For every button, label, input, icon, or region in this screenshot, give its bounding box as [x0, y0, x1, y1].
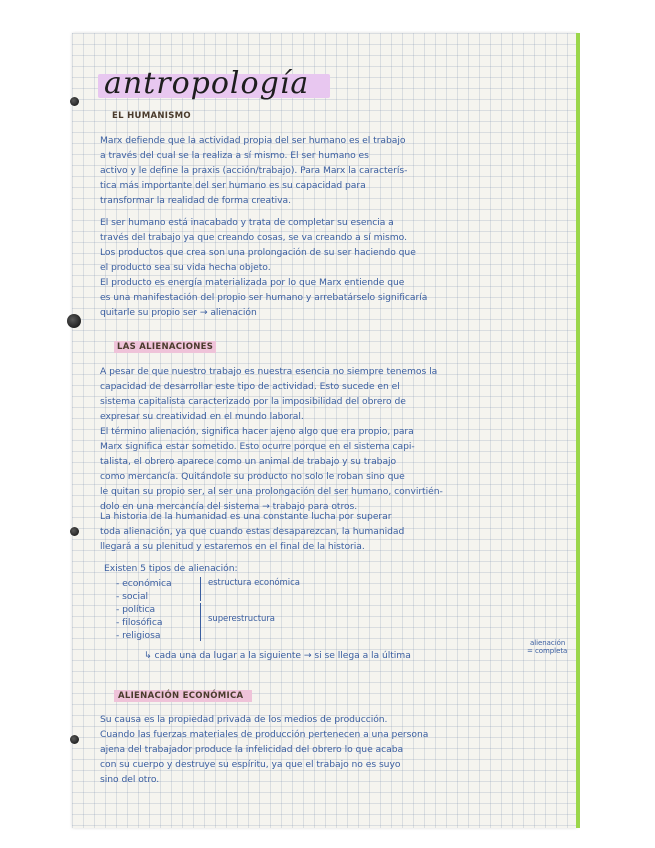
binder-hole [70, 735, 79, 744]
type-item: - política [116, 604, 156, 615]
text-line: transformar la realidad de forma creativa. [100, 195, 291, 206]
text-line: el producto sea su vida hecha objeto. [100, 262, 271, 273]
types-intro: Existen 5 tipos de alienación: [104, 563, 238, 574]
text-line: dolo en una mercancía del sistema → trabajo para otros. [100, 501, 358, 512]
binder-hole [70, 527, 79, 536]
text-line: sino del otro. [100, 774, 160, 785]
type-item: - social [116, 591, 149, 602]
text-line: tica más importante del ser humano es su capacidad para [100, 180, 366, 191]
section-heading: EL HUMANISMO [112, 111, 191, 121]
page-title: antropología [104, 66, 310, 101]
text-line: toda alienación, ya que cuando estas desaparezcan, la humanidad [100, 526, 405, 537]
brace-economic [200, 577, 205, 601]
section-heading: LAS ALIENACIONES [117, 342, 214, 352]
text-line: activo y le define la praxis (acción/trabajo). Para Marx la caracterís- [100, 165, 408, 176]
text-line: a través del cual se la realiza a sí mismo. El ser humano es [100, 150, 369, 161]
group-label-economic: estructura económica [208, 578, 300, 588]
text-line: Su causa es la propiedad privada de los medios de producción. [100, 714, 388, 725]
text-line: través del trabajo ya que creando cosas, se va creando a sí mismo. [100, 232, 407, 243]
text-line: como mercancía. Quitándole su producto no solo le roban sino que [100, 471, 405, 482]
text-line: Marx defiende que la actividad propia del ser humano es el trabajo [100, 135, 406, 146]
binder-hole [70, 97, 79, 106]
text-line: Cuando las fuerzas materiales de producción pertenecen a una persona [100, 729, 429, 740]
note-side-top: alienación [530, 639, 566, 647]
binder-hole [67, 314, 81, 328]
text-line: El ser humano está inacabado y trata de completar su esencia a [100, 217, 394, 228]
text-line: talista, el obrero aparece como un animal de trabajo y su trabajo [100, 456, 397, 467]
page-edge-strip [576, 33, 580, 828]
text-line: llegará a su plenitud y estaremos en el final de la historia. [100, 541, 365, 552]
text-line: A pesar de que nuestro trabajo es nuestra esencia no siempre tenemos la [100, 366, 438, 377]
text-line: quitarle su propio ser → alienación [100, 307, 257, 318]
type-item: - económica [116, 578, 172, 589]
text-line: El producto es energía materializada por lo que Marx entiende que [100, 277, 405, 288]
brace-superstructure [200, 603, 205, 641]
section-heading: ALIENACIÓN ECONÓMICA [118, 691, 244, 701]
types-note: ↳ cada una da lugar a la siguiente → si se llega a la última [144, 650, 411, 661]
text-line: expresar su creatividad en el mundo laboral. [100, 411, 304, 422]
text-line: Marx significa estar sometido. Esto ocurre porque en el sistema capi- [100, 441, 415, 452]
type-item: - religiosa [116, 630, 161, 641]
text-line: capacidad de desarrollar este tipo de actividad. Esto sucede en el [100, 381, 400, 392]
text-line: le quitan su propio ser, al ser una prolongación del ser humano, convirtién- [100, 486, 443, 497]
text-line: Los productos que crea son una prolongación de su ser haciendo que [100, 247, 416, 258]
text-line: sistema capitalista caracterizado por la imposibilidad del obrero de [100, 396, 406, 407]
text-line: La historia de la humanidad es una constante lucha por superar [100, 511, 392, 522]
text-line: con su cuerpo y destruye su espíritu, ya que el trabajo no es suyo [100, 759, 401, 770]
text-line: es una manifestación del propio ser humano y arrebatárselo significaría [100, 292, 428, 303]
group-label-superstructure: superestructura [208, 614, 275, 624]
text-line: El término alienación, significa hacer ajeno algo que era propio, para [100, 426, 414, 437]
note-side-bottom: = completa [527, 647, 568, 655]
type-item: - filosófica [116, 617, 163, 628]
text-line: ajena del trabajador produce la infelicidad del obrero lo que acaba [100, 744, 404, 755]
